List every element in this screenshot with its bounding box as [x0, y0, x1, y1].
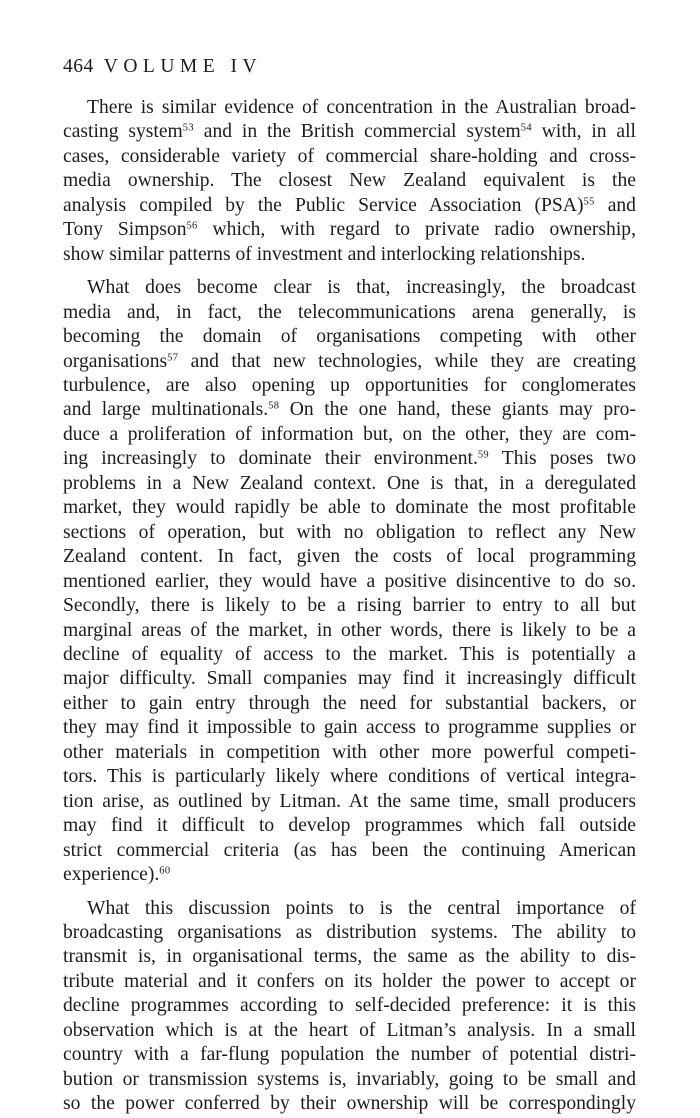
text-line [63, 897, 636, 921]
text-run: strict commercial criteria (as has been the continuing American [63, 839, 636, 861]
text-run: transmit is, in organisational terms, the same as the ability to dis- [63, 946, 636, 968]
text-line [63, 741, 636, 765]
text-line [63, 716, 636, 740]
text-run: either to gain entry through the need for substantial backers, or [63, 692, 636, 714]
text-line [63, 472, 636, 496]
text-run: they may find it impossible to gain access to programme supplies or [63, 717, 636, 739]
text-line [63, 398, 636, 422]
text-line [63, 243, 636, 267]
text-run: mentioned earlier, they would have a positive disincentive to do so. [63, 570, 636, 592]
text-line [63, 350, 636, 374]
text-line [63, 619, 636, 643]
text-line [63, 276, 636, 300]
footnote-marker[interactable]: 57 [167, 352, 179, 364]
text-line [63, 765, 636, 789]
text-run: and large multinationals. [63, 399, 269, 421]
text-run: cases, considerable variety of commercial share-holding and cross- [63, 145, 636, 167]
text-line [63, 839, 636, 863]
text-run: What does become clear is that, increasingly, the broadcast [87, 277, 636, 299]
text-line [63, 1092, 636, 1116]
text-run: Secondly, there is likely to be a rising barrier to entry to all but [63, 595, 636, 617]
text-run: and [594, 194, 636, 216]
paragraph [63, 897, 636, 1117]
text-line [63, 790, 636, 814]
text-line [63, 423, 636, 447]
text-run: Tony Simpson [63, 219, 187, 241]
text-run: turbulence, are also opening up opportunities for conglomerates [63, 374, 636, 396]
footnote-marker[interactable]: 56 [186, 220, 198, 232]
text-line [63, 374, 636, 398]
text-run: Zealand content. In fact, given the costs of local programming [63, 546, 636, 568]
text-run: country with a far-flung population the number of potential distri- [63, 1044, 636, 1066]
text-line [63, 692, 636, 716]
text-run: major difficulty. Small companies may find it increasingly difficult [63, 668, 636, 690]
text-line [63, 194, 636, 218]
text-run: ing increasingly to dominate their environment. [63, 448, 478, 470]
text-run: which, with regard to private radio ownership, [197, 219, 636, 241]
text-run: On the one hand, these giants may pro- [279, 399, 636, 421]
text-run: tors. This is particularly likely where conditions of vertical integra- [63, 766, 636, 788]
paragraph [63, 96, 636, 267]
page-number: 464 [63, 56, 94, 77]
text-line [63, 921, 636, 945]
text-run: duce a proliferation of information but, on the other, they are com- [63, 423, 636, 445]
text-line [63, 994, 636, 1018]
text-run: market, they would rapidly be able to dominate the most profitable [63, 497, 636, 519]
text-run: and that new technologies, while they are creating [178, 350, 636, 372]
text-line [63, 145, 636, 169]
text-run: There is similar evidence of concentration in the Australian broad- [87, 97, 636, 118]
footnote-marker[interactable]: 59 [477, 449, 489, 461]
text-line [63, 218, 636, 242]
text-run: This poses two [488, 448, 636, 470]
text-run: decline of equality of access to the market. This is potentially a [63, 643, 636, 665]
text-line [63, 1043, 636, 1067]
text-run: problems in a New Zealand context. One is that, in a deregulated [63, 472, 636, 494]
text-line [63, 814, 636, 838]
text-run: becoming the domain of organisations competing with other [63, 326, 636, 348]
text-run: decline programmes according to self-decided preference: it is this [63, 995, 636, 1017]
text-line [63, 667, 636, 691]
text-run: so the power conferred by their ownership will be correspondingly [63, 1093, 636, 1115]
text-run: experience). [63, 864, 160, 886]
text-line [63, 521, 636, 545]
text-line [63, 1068, 636, 1092]
paragraph [63, 276, 636, 887]
body-text [63, 96, 636, 1117]
footnote-marker[interactable]: 54 [520, 122, 532, 134]
text-line [63, 96, 636, 120]
text-run: may find it difficult to develop programmes which fall outside [63, 815, 636, 837]
text-run: and in the British commercial system [193, 121, 521, 143]
footnote-marker[interactable]: 60 [159, 865, 171, 877]
text-run: sections of operation, but with no obligation to reflect any New [63, 521, 636, 543]
text-run: media ownership. The closest New Zealand equivalent is the [63, 170, 636, 192]
text-line [63, 570, 636, 594]
text-run: analysis compiled by the Public Service Association (PSA) [63, 194, 584, 216]
text-run: organisations [63, 350, 168, 372]
text-line [63, 496, 636, 520]
text-run: other materials in competition with other more powerful competi- [63, 741, 636, 763]
running-head [63, 52, 636, 82]
text-run: marginal areas of the market, in other words, there is likely to be a [63, 619, 636, 641]
text-run: with, in all [531, 121, 636, 143]
footnote-marker[interactable]: 53 [182, 122, 194, 134]
text-run: What this discussion points to is the central importance of [87, 897, 636, 919]
text-run: media and, in fact, the telecommunications arena generally, is [63, 301, 636, 323]
text-line [63, 169, 636, 193]
footnote-marker[interactable]: 55 [583, 196, 595, 208]
text-run: show similar patterns of investment and interlocking relationships. [63, 243, 586, 265]
text-line [63, 863, 636, 887]
text-run: casting system [63, 121, 183, 143]
text-line [63, 970, 636, 994]
text-line [63, 447, 636, 471]
footnote-marker[interactable]: 58 [268, 400, 280, 412]
text-run: bution or transmission systems is, invariably, going to be small and [63, 1068, 636, 1090]
text-line [63, 301, 636, 325]
text-line [63, 120, 636, 144]
text-run: broadcasting organisations as distribution systems. The ability to [63, 921, 636, 943]
text-run: tribute material and it confers on its holder the power to accept or [63, 970, 636, 992]
text-run: tion arise, as outlined by Litman. At the same time, small producers [63, 790, 636, 812]
text-line [63, 643, 636, 667]
text-line [63, 945, 636, 969]
text-line [63, 325, 636, 349]
running-head-title: VOLUME IV [103, 56, 263, 77]
text-line [63, 545, 636, 569]
text-run: observation which is at the heart of Litman’s analysis. In a small [63, 1019, 636, 1041]
text-line [63, 594, 636, 618]
text-line [63, 1019, 636, 1043]
